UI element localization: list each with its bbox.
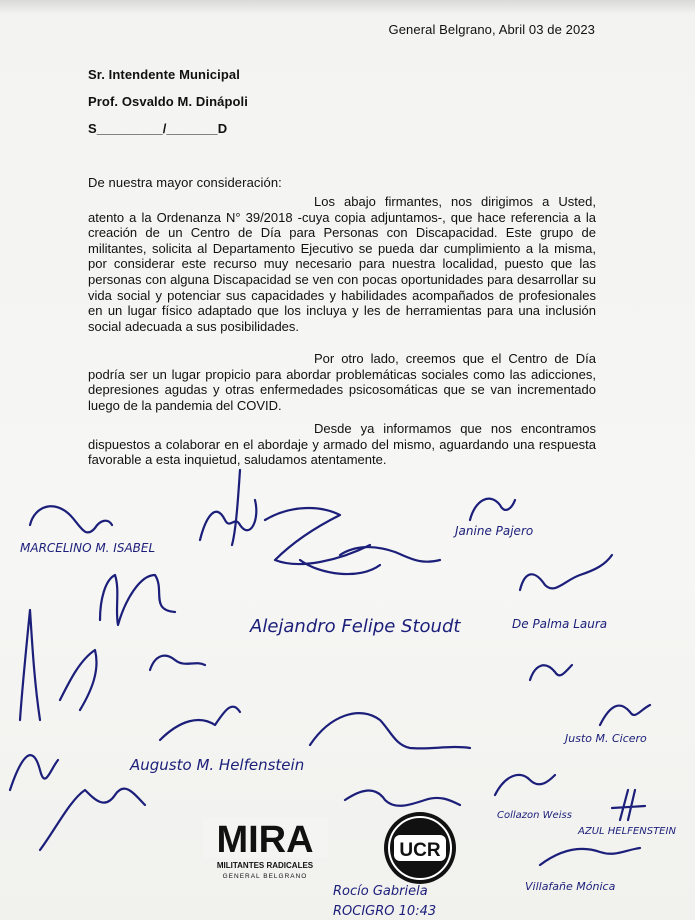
ucr-logo bbox=[384, 812, 456, 884]
signature-8 bbox=[129, 707, 304, 774]
date-line: General Belgrano, Abril 03 de 2023 bbox=[388, 22, 595, 37]
signature-9 bbox=[310, 713, 470, 806]
mira-logo-word: MIRA bbox=[216, 819, 314, 861]
signature-10-name: Justo M. Cicero bbox=[565, 732, 647, 745]
addressee-sd: S_________/_______D bbox=[88, 121, 228, 136]
signature-14 bbox=[495, 775, 572, 821]
addressee-name: Prof. Osvaldo M. Dinápoli bbox=[88, 94, 248, 109]
signature-7-name: Alejandro Felipe Stoudt bbox=[250, 616, 461, 637]
signature-14-name: Collazon Weiss bbox=[497, 810, 572, 821]
signature-1 bbox=[20, 506, 155, 555]
body-paragraph-1-text: Los abajo firmantes, nos dirigimos a Usted, atento a la Ordenanza N° 39/2018 -cuya copia adjuntamos-, que hace referencia a la creación de un Centro de Día para Personas con Discapacidad. Este grupo de militantes, solicita al Departamento Ejecutivo se pueda dar cumplimiento a la misma, por considerar este recurso muy necesario para nuestra localidad, puesto que las personas con alguna Discapacidad se ven con pocas oportunidades para desarrollar su vida social y potenciar sus capacidades y habilidades acompañados de profesionales en un lugar físico adaptado que los incluya y les de herramientas para una inclusión social adecuada a sus posibilidades. bbox=[88, 194, 596, 334]
signature-4 bbox=[512, 555, 612, 631]
signature-3-name: Janine Pajero bbox=[455, 524, 534, 538]
signature-12 bbox=[577, 790, 676, 837]
signature-12-name: AZUL HELFENSTEIN bbox=[578, 826, 676, 837]
signature-7 bbox=[249, 616, 461, 637]
addressee-title: Sr. Intendente Municipal bbox=[88, 67, 240, 82]
signature-15-date: ROCIGRO 10:43 bbox=[333, 904, 437, 919]
signature-15 bbox=[333, 884, 436, 919]
signature-6 bbox=[100, 575, 205, 670]
signature-1-name: MARCELINO M. ISABEL bbox=[20, 541, 156, 555]
signature-3 bbox=[453, 499, 533, 538]
signature-4-name: De Palma Laura bbox=[512, 617, 608, 631]
signature-2 bbox=[200, 470, 440, 574]
signature-10 bbox=[563, 705, 650, 745]
signature-8-name: Augusto M. Helfenstein bbox=[130, 756, 305, 774]
signature-13-name: Villafañe Mónica bbox=[525, 880, 616, 893]
mira-logo-sub2: GENERAL BELGRANO bbox=[222, 873, 308, 880]
greeting: De nuestra mayor consideración: bbox=[88, 175, 282, 190]
signature-11 bbox=[530, 665, 572, 680]
ucr-logo-word: UCR bbox=[399, 840, 441, 861]
body-paragraph-2-text: Por otro lado, creemos que el Centro de Día podría ser un lugar propicio para abordar problemáticas sociales como las adicciones, depresiones agudas y otras enfermedades psicosomáticas que se van incrementado luego de la pandemia del COVID. bbox=[88, 351, 596, 413]
signature-5 bbox=[10, 610, 145, 850]
signature-13 bbox=[525, 848, 640, 893]
body-paragraph-3-text: Desde ya informamos que nos encontramos dispuestos a colaborar en el abordaje y armado del mismo, aguardando una respuesta favorable a esta inquietud, saludamos atentamente. bbox=[88, 421, 596, 468]
mira-logo-sub1: MILITANTES RADICALES bbox=[216, 861, 314, 870]
mira-logo bbox=[203, 818, 328, 880]
signature-15-name: Rocío Gabriela bbox=[333, 884, 428, 899]
